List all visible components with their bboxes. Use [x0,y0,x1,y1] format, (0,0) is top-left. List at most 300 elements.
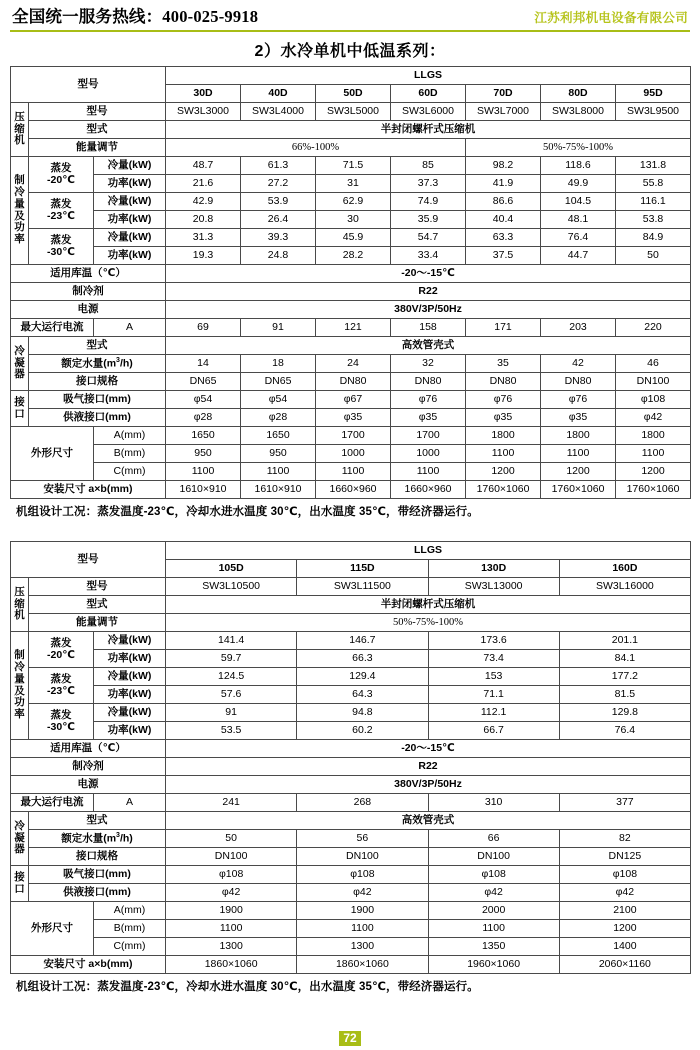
max-current-unit: A [94,319,166,337]
cooling-30-1: 94.8 [297,704,428,722]
refrigerant-label: 制冷剂 [11,283,166,301]
cooling-23-2: 153 [428,668,559,686]
cooling-30-1: 39.3 [241,229,316,247]
max-current-1: 268 [297,794,428,812]
compressor-group-label: 压 缩 机 [11,578,29,632]
dim-A-1: 1650 [241,427,316,445]
water-volume-6: 46 [616,355,691,373]
power-20-3: 37.3 [391,175,466,193]
compressor-model-0: SW3L10500 [166,578,297,596]
compressor-model-2: SW3L13000 [428,578,559,596]
suction-port-label: 吸气接口(mm) [29,391,166,409]
table-row [11,229,691,247]
cooling-23-1: 129.4 [297,668,428,686]
suction-port-label: 吸气接口(mm) [29,866,166,884]
table-row [11,427,691,445]
dim-B-2: 1000 [316,445,391,463]
port-spec-label: 接口规格 [29,373,166,391]
port-spec-0: DN100 [166,848,297,866]
max-current-3: 158 [391,319,466,337]
evap-temp-30: 蒸发 -30℃ [29,704,94,740]
max-current-5: 203 [541,319,616,337]
connection-group-label: 接 口 [11,866,29,902]
power-supply-value: 380V/3P/50Hz [166,776,691,794]
cooling-23-2: 62.9 [316,193,391,211]
port-spec-3: DN125 [559,848,690,866]
power-20-6: 55.8 [616,175,691,193]
dim-C-1: 1300 [297,938,428,956]
max-current-6: 220 [616,319,691,337]
table-row [11,463,691,481]
water-volume-4: 35 [466,355,541,373]
power-supply-label: 电源 [11,301,166,319]
section-title: 2）水冷单机中低温系列： [254,43,446,60]
cooling-30-0: 31.3 [166,229,241,247]
water-volume-3: 82 [559,830,690,848]
table-row [11,740,691,758]
table-row [11,103,691,121]
compressor-model-label: 型号 [29,578,166,596]
install-size-6: 1760×1060 [616,481,691,499]
port-spec-6: DN100 [616,373,691,391]
power-20-3: 84.1 [559,650,690,668]
table-row [11,301,691,319]
water-volume-0: 50 [166,830,297,848]
condenser-group-label: 冷 凝 器 [11,337,29,391]
table-row [11,848,691,866]
table-row [11,121,691,139]
cooling-kw-label-20: 冷量(kW) [94,157,166,175]
page-number-badge: 72 [339,1031,360,1046]
liquid-port-2: φ35 [316,409,391,427]
refrigerant-value: R22 [166,758,691,776]
table-row [11,830,691,848]
install-size-2: 1660×960 [316,481,391,499]
cooling-30-5: 76.4 [541,229,616,247]
power-kw-label-30: 功率(kW) [94,247,166,265]
install-size-label: 安装尺寸 a×b(mm) [11,481,166,499]
evap-temp-23: 蒸发 -23℃ [29,193,94,229]
port-spec-2: DN100 [428,848,559,866]
cooling-20-1: 146.7 [297,632,428,650]
power-23-6: 53.8 [616,211,691,229]
capacity-control-label: 能量调节 [29,614,166,632]
model-0: 105D [166,560,297,578]
power-30-0: 19.3 [166,247,241,265]
capacity-control-value-0: 66%-100% [166,139,466,157]
power-kw-label-20: 功率(kW) [94,650,166,668]
liquid-port-4: φ35 [466,409,541,427]
compressor-model-6: SW3L9500 [616,103,691,121]
suction-port-3: φ76 [391,391,466,409]
install-size-1: 1860×1060 [297,956,428,974]
company-name: 江苏利邦机电设备有限公司 [534,11,688,25]
power-30-4: 37.5 [466,247,541,265]
power-20-2: 73.4 [428,650,559,668]
table-gap [10,519,690,541]
cooling-30-0: 91 [166,704,297,722]
evap-temp-30: 蒸发 -30℃ [29,229,94,265]
table-row [11,938,691,956]
dim-B-6: 1100 [616,445,691,463]
suction-port-1: φ54 [241,391,316,409]
dim-B-3: 1000 [391,445,466,463]
suction-port-1: φ108 [297,866,428,884]
table-row [11,409,691,427]
compressor-model-1: SW3L4000 [241,103,316,121]
capacity-control-label: 能量调节 [29,139,166,157]
power-supply-label: 电源 [11,776,166,794]
table-row [11,722,691,740]
cooling-power-group-label: 制 冷 量 及 功 率 [11,632,29,740]
header-divider [10,30,690,32]
series-label: LLGS [166,542,691,560]
power-23-3: 81.5 [559,686,690,704]
table-row [11,812,691,830]
dim-A-label: A(mm) [94,902,166,920]
compressor-model-3: SW3L16000 [559,578,690,596]
port-spec-4: DN80 [466,373,541,391]
dim-A-1: 1900 [297,902,428,920]
port-spec-3: DN80 [391,373,466,391]
model-2: 130D [428,560,559,578]
liquid-port-3: φ42 [559,884,690,902]
cooling-30-2: 45.9 [316,229,391,247]
compressor-model-0: SW3L3000 [166,103,241,121]
water-volume-5: 42 [541,355,616,373]
dim-C-2: 1100 [316,463,391,481]
water-volume-1: 56 [297,830,428,848]
compressor-group-label: 压 缩 机 [11,103,29,157]
power-23-2: 30 [316,211,391,229]
liquid-port-0: φ42 [166,884,297,902]
liquid-port-1: φ42 [297,884,428,902]
compressor-model-3: SW3L6000 [391,103,466,121]
liquid-port-2: φ42 [428,884,559,902]
water-volume-label: 额定水量$(m^3/h)$ [29,830,166,848]
table-row [11,175,691,193]
table-row [11,614,691,632]
liquid-port-5: φ35 [541,409,616,427]
store-temp-label: 适用库温（℃） [11,265,166,283]
install-size-label: 安装尺寸 a×b(mm) [11,956,166,974]
model-0: 30D [166,85,241,103]
table-row [11,211,691,229]
table-row [11,157,691,175]
cooling-30-6: 84.9 [616,229,691,247]
connection-group-label: 接 口 [11,391,29,427]
dim-A-label: A(mm) [94,427,166,445]
dim-C-3: 1100 [391,463,466,481]
dim-C-5: 1200 [541,463,616,481]
model-header: 型号 [11,67,166,103]
cooling-30-2: 112.1 [428,704,559,722]
table-row [11,704,691,722]
dim-C-6: 1200 [616,463,691,481]
power-30-3: 76.4 [559,722,690,740]
dim-B-4: 1100 [466,445,541,463]
model-1: 40D [241,85,316,103]
table-row [11,902,691,920]
install-size-3: 2060×1160 [559,956,690,974]
table-row [11,956,691,974]
max-current-3: 377 [559,794,690,812]
max-current-unit: A [94,794,166,812]
cooling-power-group-label: 制 冷 量 及 功 率 [11,157,29,265]
port-spec-5: DN80 [541,373,616,391]
dim-A-2: 1700 [316,427,391,445]
compressor-type-value: 半封闭螺杆式压缩机 [166,596,691,614]
power-20-0: 59.7 [166,650,297,668]
dim-A-5: 1800 [541,427,616,445]
max-current-2: 121 [316,319,391,337]
condenser-type-value: 高效管壳式 [166,337,691,355]
page-header [10,0,690,29]
compressor-model-4: SW3L7000 [466,103,541,121]
water-volume-2: 66 [428,830,559,848]
dim-B-2: 1100 [428,920,559,938]
table-row [11,67,691,85]
power-23-1: 26.4 [241,211,316,229]
table-row [11,794,691,812]
suction-port-3: φ108 [559,866,690,884]
table-row [11,578,691,596]
condenser-type-value: 高效管壳式 [166,812,691,830]
cooling-30-3: 129.8 [559,704,690,722]
power-30-2: 66.7 [428,722,559,740]
dimensions-label: 外形尺寸 [11,427,94,481]
power-20-5: 49.9 [541,175,616,193]
power-23-4: 40.4 [466,211,541,229]
max-current-0: 69 [166,319,241,337]
table-row [11,355,691,373]
model-2: 50D [316,85,391,103]
table-row [11,265,691,283]
cooling-20-0: 141.4 [166,632,297,650]
max-current-label: 最大运行电流 [11,319,94,337]
table-row [11,866,691,884]
cooling-23-4: 86.6 [466,193,541,211]
compressor-model-5: SW3L8000 [541,103,616,121]
dim-A-3: 2100 [559,902,690,920]
water-volume-2: 24 [316,355,391,373]
dim-A-2: 2000 [428,902,559,920]
water-volume-3: 32 [391,355,466,373]
water-volume-1: 18 [241,355,316,373]
liquid-port-6: φ42 [616,409,691,427]
cooling-20-3: 85 [391,157,466,175]
port-spec-label: 接口规格 [29,848,166,866]
power-kw-label-23: 功率(kW) [94,686,166,704]
table-row [11,596,691,614]
dim-B-label: B(mm) [94,920,166,938]
port-spec-2: DN80 [316,373,391,391]
table-row [11,283,691,301]
max-current-label: 最大运行电流 [11,794,94,812]
suction-port-6: φ108 [616,391,691,409]
suction-port-5: φ76 [541,391,616,409]
model-5: 80D [541,85,616,103]
model-3: 60D [391,85,466,103]
compressor-type-label: 型式 [29,596,166,614]
power-23-1: 64.3 [297,686,428,704]
power-30-5: 44.7 [541,247,616,265]
dim-B-1: 950 [241,445,316,463]
dim-C-1: 1100 [241,463,316,481]
cooling-23-3: 177.2 [559,668,690,686]
cooling-20-3: 201.1 [559,632,690,650]
cooling-20-1: 61.3 [241,157,316,175]
suction-port-4: φ76 [466,391,541,409]
install-size-2: 1960×1060 [428,956,559,974]
liquid-port-label: 供液接口(mm) [29,884,166,902]
power-23-3: 35.9 [391,211,466,229]
power-30-1: 24.8 [241,247,316,265]
power-23-5: 48.1 [541,211,616,229]
table-row [11,632,691,650]
table-row [11,920,691,938]
cooling-20-5: 118.6 [541,157,616,175]
dim-C-0: 1300 [166,938,297,956]
table-row [11,139,691,157]
store-temp-value: -20～-15℃ [166,265,691,283]
cooling-kw-label-23: 冷量(kW) [94,668,166,686]
cooling-kw-label-30: 冷量(kW) [94,229,166,247]
power-supply-value: 380V/3P/50Hz [166,301,691,319]
cooling-20-6: 131.8 [616,157,691,175]
table-row [11,391,691,409]
install-size-4: 1760×1060 [466,481,541,499]
cooling-30-3: 54.7 [391,229,466,247]
port-spec-0: DN65 [166,373,241,391]
install-size-0: 1610×910 [166,481,241,499]
install-size-0: 1860×1060 [166,956,297,974]
max-current-1: 91 [241,319,316,337]
power-30-0: 53.5 [166,722,297,740]
table-row [11,542,691,560]
dim-C-0: 1100 [166,463,241,481]
cooling-23-6: 116.1 [616,193,691,211]
page-number [0,1029,700,1047]
capacity-control-value-0: 50%-75%-100% [166,614,691,632]
table-row [11,758,691,776]
water-volume-label: 额定水量$(m^3/h)$ [29,355,166,373]
table-row [11,668,691,686]
power-30-2: 28.2 [316,247,391,265]
dim-C-3: 1400 [559,938,690,956]
liquid-port-1: φ28 [241,409,316,427]
table-row [11,193,691,211]
dim-B-1: 1100 [297,920,428,938]
table-row [11,776,691,794]
table-row [11,373,691,391]
power-20-4: 41.9 [466,175,541,193]
dim-A-0: 1650 [166,427,241,445]
table-row [11,445,691,463]
compressor-model-label: 型号 [29,103,166,121]
dim-A-3: 1700 [391,427,466,445]
dim-A-4: 1800 [466,427,541,445]
compressor-model-1: SW3L11500 [297,578,428,596]
table-row [11,319,691,337]
port-spec-1: DN100 [297,848,428,866]
dim-C-2: 1350 [428,938,559,956]
install-size-3: 1660×960 [391,481,466,499]
refrigerant-label: 制冷剂 [11,758,166,776]
power-30-6: 50 [616,247,691,265]
store-temp-value: -20～-15℃ [166,740,691,758]
max-current-2: 310 [428,794,559,812]
cooling-20-2: 71.5 [316,157,391,175]
suction-port-0: φ54 [166,391,241,409]
max-current-0: 241 [166,794,297,812]
table-row [11,337,691,355]
spec-table-1 [10,66,691,499]
compressor-type-value: 半封闭螺杆式压缩机 [166,121,691,139]
power-20-2: 31 [316,175,391,193]
cooling-23-0: 124.5 [166,668,297,686]
dim-C-4: 1200 [466,463,541,481]
dim-A-0: 1900 [166,902,297,920]
install-size-5: 1760×1060 [541,481,616,499]
liquid-port-0: φ28 [166,409,241,427]
dim-B-label: B(mm) [94,445,166,463]
model-6: 95D [616,85,691,103]
compressor-type-label: 型式 [29,121,166,139]
table-row [11,247,691,265]
cooling-kw-label-20: 冷量(kW) [94,632,166,650]
condenser-group-label: 冷 凝 器 [11,812,29,866]
cooling-23-1: 53.9 [241,193,316,211]
suction-port-2: φ108 [428,866,559,884]
dim-A-6: 1800 [616,427,691,445]
model-1: 115D [297,560,428,578]
liquid-port-label: 供液接口(mm) [29,409,166,427]
compressor-model-2: SW3L5000 [316,103,391,121]
model-4: 70D [466,85,541,103]
dim-B-0: 950 [166,445,241,463]
cooling-23-5: 104.5 [541,193,616,211]
evap-temp-23: 蒸发 -23℃ [29,668,94,704]
table-row [11,884,691,902]
power-23-0: 20.8 [166,211,241,229]
service-hotline: 全国统一服务热线：400-025-9918 [12,7,259,26]
evap-temp-20: 蒸发 -20℃ [29,632,94,668]
power-30-3: 33.4 [391,247,466,265]
model-header: 型号 [11,542,166,578]
water-volume-0: 14 [166,355,241,373]
liquid-port-3: φ35 [391,409,466,427]
power-kw-label-30: 功率(kW) [94,722,166,740]
dim-C-label: C(mm) [94,463,166,481]
power-23-0: 57.6 [166,686,297,704]
condenser-type-label: 型式 [29,337,166,355]
cooling-20-0: 48.7 [166,157,241,175]
power-20-1: 66.3 [297,650,428,668]
table-row [11,650,691,668]
cooling-kw-label-30: 冷量(kW) [94,704,166,722]
suction-port-0: φ108 [166,866,297,884]
power-kw-label-20: 功率(kW) [94,175,166,193]
max-current-4: 171 [466,319,541,337]
power-20-0: 21.6 [166,175,241,193]
cooling-23-0: 42.9 [166,193,241,211]
evap-temp-20: 蒸发 -20℃ [29,157,94,193]
power-20-1: 27.2 [241,175,316,193]
table-row [11,481,691,499]
dim-C-label: C(mm) [94,938,166,956]
condenser-type-label: 型式 [29,812,166,830]
